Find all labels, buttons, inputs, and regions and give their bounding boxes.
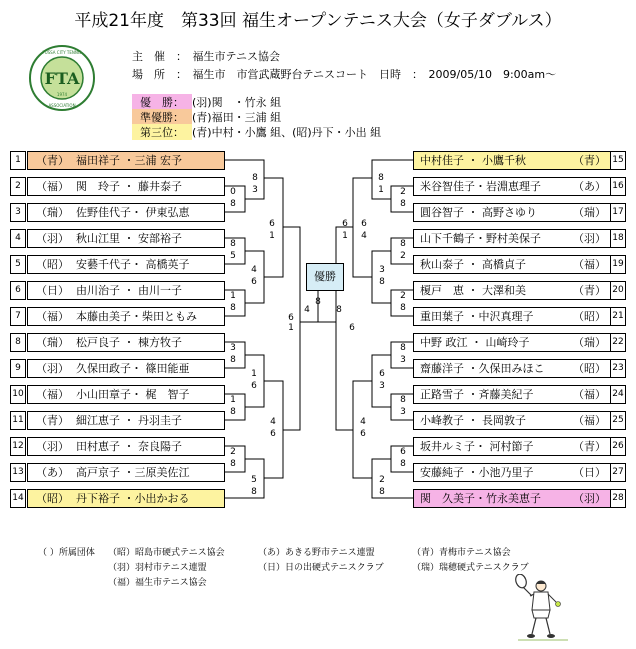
entry-affiliation: （あ）	[36, 466, 69, 479]
entry-number: 16	[610, 177, 626, 196]
score: 2	[230, 447, 236, 457]
entry-right	[413, 463, 611, 482]
score: 4	[251, 265, 257, 275]
entry-left	[27, 255, 225, 274]
entry-right	[413, 255, 611, 274]
entry-left	[27, 151, 225, 170]
score: 8	[230, 407, 236, 417]
entry-names: 中村佳子 ・ 小鷹千秋	[420, 154, 526, 167]
score: 6	[349, 323, 355, 333]
score: 0	[230, 187, 236, 197]
entry-names: 高戸京子 ・三原美佐江	[76, 466, 190, 479]
entry-number: 24	[610, 385, 626, 404]
score: 3	[379, 265, 385, 275]
entry-number: 18	[610, 229, 626, 248]
score: 6	[269, 219, 275, 229]
score: 6	[361, 219, 367, 229]
entry-right	[413, 437, 611, 456]
score: 8	[400, 239, 406, 249]
entry-number: 1	[10, 151, 26, 170]
entry-left	[27, 359, 225, 378]
entry-affiliation: （瑞）	[36, 336, 69, 349]
entry-names: 小峰教子 ・ 長岡敦子	[420, 414, 526, 427]
score: 1	[230, 395, 236, 405]
entry-names: 本藤由美子・柴田ともみ	[76, 310, 197, 323]
score: 1	[378, 185, 384, 195]
entry-affiliation: （青）	[36, 414, 69, 427]
entry-right	[413, 229, 611, 248]
score: 1	[269, 231, 275, 241]
legend-item: （羽）羽村市テニス連盟	[108, 563, 207, 573]
score: 8	[230, 239, 236, 249]
entry-names: 秋山江里 ・ 安部裕子	[76, 232, 182, 245]
entry-affiliation: （瑞）	[573, 336, 606, 349]
score: 8	[251, 487, 257, 497]
score: 3	[400, 407, 406, 417]
entry-names: 米谷智佳子・岩淵恵理子	[420, 180, 541, 193]
entry-left	[27, 411, 225, 430]
score: 2	[400, 291, 406, 301]
entry-left	[27, 333, 225, 352]
score: 1	[288, 323, 294, 333]
score: 8	[230, 199, 236, 209]
result-label: 第三位：	[132, 124, 192, 140]
legend-item: （ ）所属団体	[38, 548, 95, 558]
score: 6	[400, 447, 406, 457]
score: 6	[270, 429, 276, 439]
entry-number: 4	[10, 229, 26, 248]
entry-names: 重田葉子 ・中沢真理子	[420, 310, 534, 323]
entry-names: 福田祥子 ・三浦 宏予	[76, 154, 182, 167]
entry-affiliation: （羽）	[36, 232, 69, 245]
score: 2	[400, 187, 406, 197]
score: 1	[342, 231, 348, 241]
score: 2	[400, 251, 406, 261]
entry-number: 22	[610, 333, 626, 352]
score: 8	[400, 199, 406, 209]
entry-number: 2	[10, 177, 26, 196]
result-value: (青)福田・三浦 組	[192, 111, 282, 124]
entry-affiliation: （福）	[573, 388, 606, 401]
entry-affiliation: （青）	[573, 284, 606, 297]
score: 8	[230, 303, 236, 313]
entry-left	[27, 385, 225, 404]
entry-number: 3	[10, 203, 26, 222]
score: 5	[230, 251, 236, 261]
entry-names: 小山田章子・ 梶 智子	[76, 388, 190, 401]
entry-number: 26	[610, 437, 626, 456]
entry-affiliation: （青）	[573, 154, 606, 167]
entry-left	[27, 489, 225, 508]
entry-affiliation: （福）	[36, 388, 69, 401]
score: 6	[342, 219, 348, 229]
entry-left	[27, 463, 225, 482]
logo-arc-top: FUSSA CITY TENNIS	[42, 50, 82, 55]
legend-item: （昭）昭島市硬式テニス協会	[108, 548, 225, 558]
entry-affiliation: （昭）	[573, 310, 606, 323]
entry-left	[27, 203, 225, 222]
score: 8	[400, 303, 406, 313]
entry-number: 14	[10, 489, 26, 508]
legend-item: （あ）あきる野市テニス連盟	[258, 548, 375, 558]
score: 3	[400, 355, 406, 365]
legend-item: （瑞）瑞穂硬式テニスクラブ	[412, 563, 529, 573]
score: 4	[304, 305, 310, 315]
entry-number: 13	[10, 463, 26, 482]
entry-number: 9	[10, 359, 26, 378]
page-title: 平成21年度 第33回 福生オープンテニス大会（女子ダブルス）	[74, 11, 562, 31]
entry-number: 27	[610, 463, 626, 482]
organizer-line: 主 催 ： 福生市テニス協会	[132, 50, 281, 63]
entry-names: 久保田政子・ 篠田能亜	[76, 362, 190, 375]
entry-right	[413, 359, 611, 378]
entry-names: 秋山泰子 ・ 高橋貞子	[420, 258, 526, 271]
entry-names: 中野 政江 ・ 山崎玲子	[420, 336, 530, 349]
entry-number: 15	[610, 151, 626, 170]
legend-item: （日）日の出硬式テニスクラブ	[258, 563, 384, 573]
entry-names: 田村恵子 ・ 奈良陽子	[76, 440, 182, 453]
entry-number: 5	[10, 255, 26, 274]
entry-affiliation: （福）	[573, 258, 606, 271]
entry-right	[413, 151, 611, 170]
entry-affiliation: （福）	[36, 310, 69, 323]
logo-year: 1974	[56, 92, 68, 97]
entry-affiliation: （羽）	[36, 440, 69, 453]
entry-names: 関 久美子・竹永美恵子	[420, 492, 541, 505]
entry-names: 安藤純子 ・小池乃里子	[420, 466, 534, 479]
entry-right	[413, 281, 611, 300]
score: 3	[379, 381, 385, 391]
entry-right	[413, 385, 611, 404]
entry-right	[413, 307, 611, 326]
entry-left	[27, 281, 225, 300]
score: 6	[379, 369, 385, 379]
entry-number: 17	[610, 203, 626, 222]
champion-box: 優勝	[306, 263, 344, 291]
score: 8	[400, 343, 406, 353]
score: 8	[230, 459, 236, 469]
venue-line: 場 所 ： 福生市 市営武蔵野台テニスコート 日時 ： 2009/05/10 9:00am〜	[132, 68, 557, 81]
entry-names: 丹下裕子 ・小出かおる	[76, 492, 190, 505]
score: 5	[251, 475, 257, 485]
entry-affiliation: （福）	[573, 414, 606, 427]
entry-right	[413, 177, 611, 196]
entry-number: 7	[10, 307, 26, 326]
score: 4	[270, 417, 276, 427]
score: 3	[230, 343, 236, 353]
entry-number: 12	[10, 437, 26, 456]
entry-names: 細江恵子 ・ 丹羽圭子	[76, 414, 182, 427]
entry-number: 19	[610, 255, 626, 274]
score: 8	[379, 487, 385, 497]
score: 1	[230, 291, 236, 301]
entry-number: 8	[10, 333, 26, 352]
entry-names: 由川治子 ・ 由川一子	[76, 284, 182, 297]
entry-right	[413, 333, 611, 352]
result-label: 準優勝：	[132, 109, 192, 125]
score: 6	[251, 381, 257, 391]
score: 6	[251, 277, 257, 287]
entry-affiliation: （昭）	[36, 258, 69, 271]
entry-number: 21	[610, 307, 626, 326]
entry-left	[27, 437, 225, 456]
score: 4	[361, 231, 367, 241]
entry-affiliation: （青）	[36, 154, 69, 167]
entry-names: 齋藤洋子 ・久保田みほこ	[420, 362, 545, 375]
entry-number: 11	[10, 411, 26, 430]
entry-number: 10	[10, 385, 26, 404]
score: 8	[252, 173, 258, 183]
entry-number: 6	[10, 281, 26, 300]
score: 1	[251, 369, 257, 379]
result-value: (青)中村・小鷹 組、(昭)丹下・小出 組	[192, 126, 382, 139]
score: 6	[288, 313, 294, 323]
entry-names: 山下千鶴子・野村美保子	[420, 232, 541, 245]
result-value: (羽)関 ・竹永 組	[192, 96, 282, 109]
entry-affiliation: （青）	[573, 440, 606, 453]
legend-item: （福）福生市テニス協会	[108, 578, 207, 588]
entry-affiliation: （羽）	[573, 492, 606, 505]
score: 8	[230, 355, 236, 365]
entry-affiliation: （福）	[36, 180, 69, 193]
entry-names: 正路雪子 ・斉藤美紀子	[420, 388, 534, 401]
entry-affiliation: （あ）	[573, 180, 606, 193]
entry-right	[413, 203, 611, 222]
entry-number: 25	[610, 411, 626, 430]
entry-affiliation: （日）	[36, 284, 69, 297]
score: 6	[360, 429, 366, 439]
entry-left	[27, 307, 225, 326]
score: 3	[252, 185, 258, 195]
entry-names: 榎戸 恵 ・ 大澤和美	[420, 284, 526, 297]
entry-left	[27, 229, 225, 248]
logo-arc-bottom: ASSOCIATION	[48, 103, 76, 108]
entry-affiliation: （羽）	[36, 362, 69, 375]
legend-item: （青）青梅市テニス協会	[412, 548, 511, 558]
entry-names: 安藝千代子・ 高橋英子	[76, 258, 190, 271]
entry-number: 23	[610, 359, 626, 378]
entry-affiliation: （羽）	[573, 232, 606, 245]
entry-right	[413, 489, 611, 508]
score: 4	[360, 417, 366, 427]
entry-left	[27, 177, 225, 196]
logo-text: FTA	[44, 69, 80, 88]
score: 8	[400, 459, 406, 469]
score: 8	[378, 173, 384, 183]
entry-affiliation: （瑞）	[573, 206, 606, 219]
entry-names: 松戸良子 ・ 棟方牧子	[76, 336, 182, 349]
score: 8	[315, 297, 321, 307]
entry-right	[413, 411, 611, 430]
score: 8	[379, 277, 385, 287]
entry-affiliation: （瑞）	[36, 206, 69, 219]
entry-number: 28	[610, 489, 626, 508]
entry-names: 坂井ルミ子・ 河村節子	[420, 440, 534, 453]
result-label: 優 勝：	[132, 94, 192, 110]
entry-names: 佐野佳代子・ 伊東弘恵	[76, 206, 190, 219]
entry-number: 20	[610, 281, 626, 300]
entry-affiliation: （日）	[573, 466, 606, 479]
entry-names: 圓谷智子 ・ 高野さゆり	[420, 206, 537, 219]
score: 8	[336, 305, 342, 315]
entry-names: 関 玲子 ・ 藤井泰子	[76, 180, 182, 193]
score: 2	[379, 475, 385, 485]
tennis-player-illustration	[512, 574, 572, 644]
entry-affiliation: （昭）	[36, 492, 69, 505]
score: 8	[400, 395, 406, 405]
entry-affiliation: （昭）	[573, 362, 606, 375]
